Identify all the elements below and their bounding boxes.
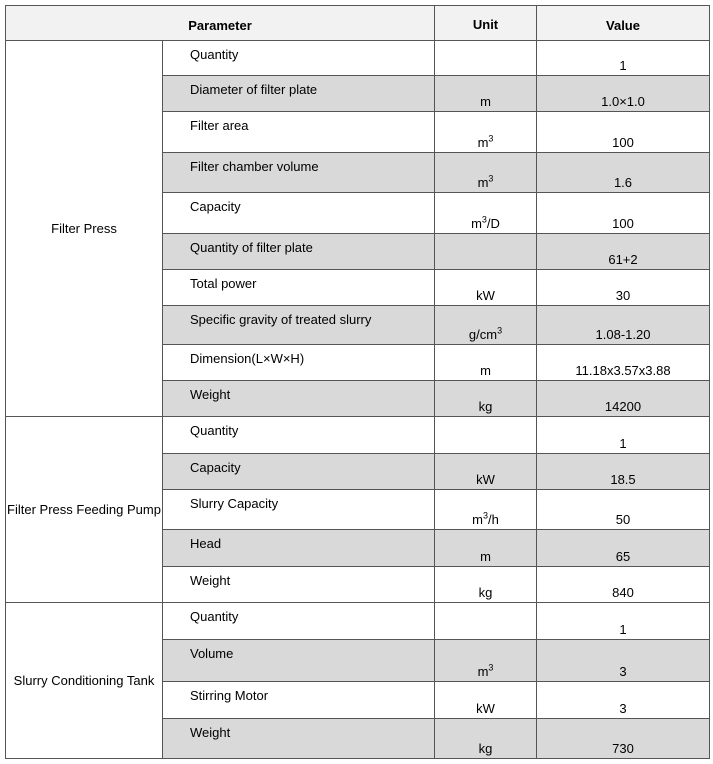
spec-table bbox=[5, 5, 710, 759]
parameter-text: Capacity bbox=[190, 199, 241, 214]
parameter-cell bbox=[163, 530, 435, 567]
value-text: 1 bbox=[619, 58, 627, 73]
value-cell bbox=[537, 490, 710, 530]
unit-base: g/cm bbox=[468, 327, 498, 342]
unit-cell bbox=[435, 112, 537, 153]
parameter-text: Weight bbox=[190, 725, 231, 740]
unit-superscript: 3 bbox=[482, 510, 488, 521]
parameter-text: Filter area bbox=[190, 118, 249, 133]
unit-text bbox=[435, 216, 536, 233]
parameter-text: Quantity bbox=[190, 609, 239, 624]
unit-cell bbox=[435, 490, 537, 530]
unit-cell bbox=[435, 270, 537, 306]
value-cell bbox=[537, 719, 710, 759]
parameter-text: Slurry Capacity bbox=[190, 496, 279, 511]
parameter-text: Quantity of filter plate bbox=[190, 240, 313, 255]
value-cell bbox=[537, 530, 710, 567]
unit-superscript: 3 bbox=[481, 214, 487, 225]
unit-base: m bbox=[477, 135, 489, 150]
unit-superscript: 3 bbox=[488, 133, 494, 144]
value-text: 61+2 bbox=[608, 252, 638, 267]
parameter-cell bbox=[163, 76, 435, 112]
value-text: 1.08-1.20 bbox=[595, 327, 651, 342]
parameter-cell bbox=[163, 417, 435, 454]
unit-text bbox=[435, 549, 536, 566]
parameter-cell bbox=[163, 193, 435, 234]
value-cell bbox=[537, 193, 710, 234]
parameter-text: Quantity bbox=[190, 423, 239, 438]
value-header: Value bbox=[537, 6, 710, 41]
unit-text bbox=[435, 94, 536, 111]
parameter-cell bbox=[163, 345, 435, 381]
parameter-text: Head bbox=[190, 536, 222, 551]
value-text: 840 bbox=[612, 585, 634, 600]
unit-cell bbox=[435, 381, 537, 417]
value-cell bbox=[537, 270, 710, 306]
value-text: 730 bbox=[612, 741, 634, 756]
unit-base: m bbox=[480, 94, 491, 109]
table-row bbox=[6, 603, 710, 640]
unit-cell bbox=[435, 234, 537, 270]
value-text: 1.6 bbox=[613, 175, 633, 190]
parameter-header: Parameter bbox=[6, 6, 435, 41]
table-body bbox=[6, 41, 710, 759]
parameter-text: Volume bbox=[190, 646, 234, 661]
unit-base: m bbox=[477, 175, 489, 190]
unit-text bbox=[435, 363, 536, 380]
unit-base: m bbox=[480, 549, 491, 564]
value-cell bbox=[537, 345, 710, 381]
parameter-text: Dimension(L×W×H) bbox=[190, 351, 305, 366]
unit-base: kg bbox=[478, 585, 493, 600]
unit-text bbox=[435, 288, 536, 305]
parameter-text: Capacity bbox=[190, 460, 241, 475]
parameter-cell bbox=[163, 270, 435, 306]
table-row bbox=[6, 417, 710, 454]
parameter-text: Stirring Motor bbox=[190, 688, 269, 703]
value-text: 100 bbox=[612, 135, 634, 150]
parameter-cell bbox=[163, 640, 435, 682]
unit-cell bbox=[435, 153, 537, 193]
value-text: 1.0×1.0 bbox=[601, 94, 645, 109]
unit-text bbox=[435, 701, 536, 718]
unit-superscript: 3 bbox=[497, 325, 503, 336]
unit-base: m bbox=[471, 216, 482, 231]
unit-base: m bbox=[472, 512, 483, 527]
value-cell bbox=[537, 603, 710, 640]
table-row bbox=[6, 41, 710, 76]
unit-base: kW bbox=[476, 288, 495, 303]
unit-cell bbox=[435, 306, 537, 345]
parameter-cell bbox=[163, 682, 435, 719]
value-text: 30 bbox=[615, 288, 631, 303]
parameter-cell bbox=[163, 153, 435, 193]
parameter-text: Quantity bbox=[190, 47, 239, 62]
unit-text bbox=[435, 741, 536, 758]
value-cell bbox=[537, 682, 710, 719]
parameter-cell bbox=[163, 234, 435, 270]
group-label: Filter Press Feeding Pump bbox=[6, 417, 163, 603]
value-cell bbox=[537, 417, 710, 454]
unit-cell bbox=[435, 76, 537, 112]
unit-superscript: 3 bbox=[488, 173, 494, 184]
unit-suffix: /h bbox=[488, 512, 499, 527]
value-cell bbox=[537, 112, 710, 153]
unit-cell bbox=[435, 567, 537, 603]
unit-header: Unit bbox=[435, 6, 537, 41]
parameter-text: Total power bbox=[190, 276, 257, 291]
value-text: 3 bbox=[619, 701, 627, 716]
value-text: 3 bbox=[619, 664, 627, 679]
unit-cell bbox=[435, 640, 537, 682]
parameter-cell bbox=[163, 381, 435, 417]
value-text: 18.5 bbox=[610, 472, 636, 487]
value-cell bbox=[537, 41, 710, 76]
parameter-cell bbox=[163, 112, 435, 153]
parameter-cell bbox=[163, 603, 435, 640]
unit-cell bbox=[435, 682, 537, 719]
value-cell bbox=[537, 76, 710, 112]
unit-cell bbox=[435, 193, 537, 234]
unit-text bbox=[435, 585, 536, 602]
unit-base: m bbox=[477, 664, 489, 679]
value-text: 1 bbox=[619, 436, 627, 451]
unit-base: kW bbox=[476, 472, 495, 487]
header-row bbox=[6, 6, 710, 41]
parameter-cell bbox=[163, 567, 435, 603]
unit-cell bbox=[435, 41, 537, 76]
parameter-cell bbox=[163, 490, 435, 530]
unit-text bbox=[435, 399, 536, 416]
value-text: 50 bbox=[615, 512, 631, 527]
unit-cell bbox=[435, 417, 537, 454]
value-text: 1 bbox=[619, 622, 627, 637]
unit-cell bbox=[435, 345, 537, 381]
unit-base: m bbox=[480, 363, 491, 378]
group-label: Slurry Conditioning Tank bbox=[6, 603, 163, 759]
unit-text bbox=[435, 512, 536, 529]
value-text: 11.18x3.57x3.88 bbox=[575, 363, 671, 378]
unit-cell bbox=[435, 530, 537, 567]
value-cell bbox=[537, 381, 710, 417]
unit-cell bbox=[435, 603, 537, 640]
unit-text bbox=[435, 664, 536, 681]
unit-suffix: /D bbox=[486, 216, 500, 231]
parameter-cell bbox=[163, 719, 435, 759]
unit-text bbox=[435, 175, 536, 192]
value-cell bbox=[537, 567, 710, 603]
unit-superscript: 3 bbox=[488, 662, 494, 673]
parameter-cell bbox=[163, 41, 435, 76]
group-label: Filter Press bbox=[6, 41, 163, 417]
unit-base: kg bbox=[478, 741, 493, 756]
value-cell bbox=[537, 306, 710, 345]
parameter-cell bbox=[163, 306, 435, 345]
parameter-text: Diameter of filter plate bbox=[190, 82, 318, 97]
value-text: 65 bbox=[615, 549, 631, 564]
unit-cell bbox=[435, 454, 537, 490]
unit-base: kW bbox=[476, 701, 495, 716]
parameter-cell bbox=[163, 454, 435, 490]
parameter-text: Weight bbox=[190, 573, 231, 588]
unit-cell bbox=[435, 719, 537, 759]
value-text: 100 bbox=[612, 216, 634, 231]
unit-text bbox=[435, 327, 536, 344]
parameter-text: Weight bbox=[190, 387, 231, 402]
value-cell bbox=[537, 153, 710, 193]
value-cell bbox=[537, 234, 710, 270]
unit-base: kg bbox=[478, 399, 493, 414]
value-cell bbox=[537, 454, 710, 490]
unit-text bbox=[435, 135, 536, 152]
value-cell bbox=[537, 640, 710, 682]
unit-text bbox=[435, 472, 536, 489]
parameter-text: Filter chamber volume bbox=[190, 159, 319, 174]
value-text: 14200 bbox=[604, 399, 642, 414]
parameter-text: Specific gravity of treated slurry bbox=[190, 312, 372, 327]
